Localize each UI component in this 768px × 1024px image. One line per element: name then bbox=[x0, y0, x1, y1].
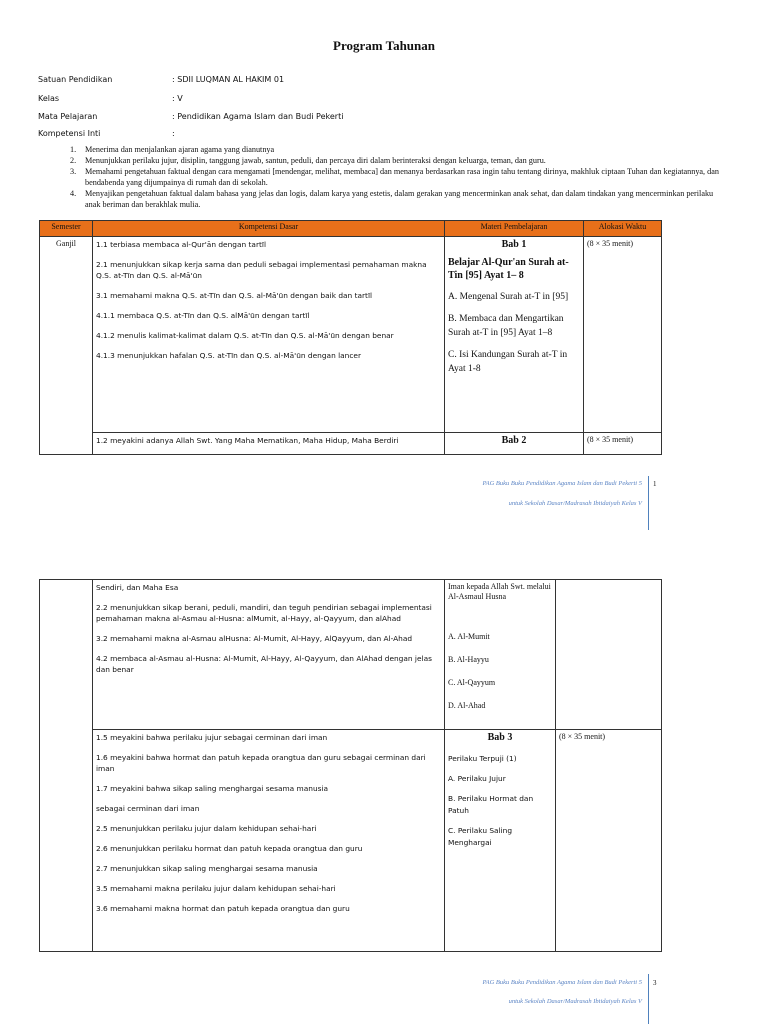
table-row bbox=[40, 730, 662, 952]
program-table-page2 bbox=[39, 579, 662, 952]
kd-item: 2.7 menunjukkan sikap saling menghargai sesama manusia bbox=[96, 864, 318, 873]
kd-item: 1.5 meyakini bahwa perilaku jujur sebagai cerminan dari iman bbox=[96, 733, 328, 742]
materi-item: B. Membaca dan Mengartikan Surah at-T in [95] Ayat 1–8 bbox=[448, 314, 564, 338]
materi-item: C. Perilaku Saling Menghargai bbox=[448, 826, 513, 847]
header-semester: Semester bbox=[40, 221, 93, 237]
kd-item: 4.1.3 menunjukkan hafalan Q.S. at-Tīn dan Q.S. al-Mā'ūn dengan lancer bbox=[96, 351, 362, 360]
meta-label: Kompetensi Inti bbox=[38, 129, 101, 138]
materi-item: B. Al-Hayyu bbox=[448, 655, 489, 664]
kd-item: 4.1.1 membaca Q.S. at-Tīn dan Q.S. alMā'ūn dengan tartīl bbox=[96, 311, 310, 320]
materi-item: B. Perilaku Hormat dan Patuh bbox=[448, 794, 534, 815]
alokasi-cell bbox=[556, 580, 662, 730]
meta-value: : V bbox=[172, 94, 183, 103]
list-item: 1. Menerima dan menjalankan ajaran agama yang dianutnya bbox=[70, 145, 275, 154]
kd-item: sebagai cerminan dari iman bbox=[96, 804, 200, 813]
meta-value: : bbox=[172, 129, 175, 138]
meta-value: : SDII LUQMAN AL HAKIM 01 bbox=[172, 75, 285, 84]
alokasi-cell: (8 × 35 menit) bbox=[556, 730, 662, 952]
kd-item: 3.5 memahami makna perilaku jujur dalam kehidupan sehai-hari bbox=[96, 884, 336, 893]
footer-divider bbox=[648, 476, 649, 530]
alokasi-cell: (8 × 35 menit) bbox=[584, 433, 662, 455]
kd-cell bbox=[93, 730, 445, 952]
footer-line-1: PAG Buku Buku Pendidikan Agama Islam dan Budi Pekerti 5 bbox=[482, 480, 642, 487]
program-table-page1 bbox=[39, 220, 662, 455]
materi-cell bbox=[445, 237, 584, 433]
kd-item: 1.6 meyakini bahwa hormat dan patuh kepada orangtua dan guru sebagai cerminan dari iman bbox=[96, 753, 426, 773]
materi-cell bbox=[445, 433, 584, 455]
kd-item: 3.6 memahami makna hormat dan patuh kepada orangtua dan guru bbox=[96, 904, 350, 913]
semester-cell: Ganjil bbox=[40, 237, 93, 455]
semester-cell bbox=[40, 580, 93, 952]
table-row bbox=[40, 433, 662, 455]
materi-item: A. Al-Mumit bbox=[448, 632, 490, 641]
kd-cell bbox=[93, 580, 445, 730]
materi-item: A. Mengenal Surah at-T in [95] bbox=[448, 292, 569, 302]
kd-item: 1.7 meyakini bahwa sikap saling menghargai sesama manusia bbox=[96, 784, 329, 793]
header-materi: Materi Pembelajaran bbox=[445, 221, 584, 237]
alokasi-cell: (8 × 35 menit) bbox=[584, 237, 662, 433]
footer-line-2: untuk Sekolah Dasar/Madrasah Ibtidaiyah Kelas V bbox=[508, 500, 642, 507]
bab-label: Bab 3 bbox=[487, 732, 513, 743]
footer-divider bbox=[648, 974, 649, 1024]
header-kd: Kompetensi Dasar bbox=[93, 221, 445, 237]
footer-line-1: PAG Buku Buku Pendidikan Agama Islam dan Budi Pekerti 5 bbox=[482, 979, 642, 986]
page-title: Program Tahunan bbox=[333, 38, 435, 53]
table-row bbox=[40, 580, 662, 730]
materi-cell bbox=[445, 730, 556, 952]
page-number: 1 bbox=[653, 480, 657, 488]
materi-item: C. Al-Qayyum bbox=[448, 678, 496, 687]
bab-label: Bab 1 bbox=[501, 239, 527, 250]
kd-cell bbox=[93, 237, 445, 433]
materi-item: A. Perilaku Jujur bbox=[448, 774, 506, 783]
kd-item: 2.1 menunjukkan sikap kerja sama dan peduli sebagai implementasi pemahaman makna Q.S. at-Tīn dan Q.S. al-Mā'ūn bbox=[96, 260, 427, 280]
footer-line-2: untuk Sekolah Dasar/Madrasah Ibtidaiyah Kelas V bbox=[508, 998, 642, 1005]
kd-item: 2.5 menunjukkan perilaku jujur dalam kehidupan sehai-hari bbox=[96, 824, 317, 833]
page-number: 3 bbox=[653, 979, 657, 987]
kd-item: 3.2 memahami makna al-Asmau alHusna: Al-Mumit, Al-Hayy, AlQayyum, dan Al-Ahad bbox=[96, 634, 413, 643]
list-item: 4. Menyajikan pengetahuan faktual dalam bahasa yang jelas dan logis, dalam karya yang estetis, dalam gerakan yang mencerminkan anak sehat, dan dalam tindakan yang mencerminkan perilaku anak beriman dan berakhlak mulia. bbox=[70, 189, 714, 209]
kd-cell: 1.2 meyakini adanya Allah Swt. Yang Maha Mematikan, Maha Hidup, Maha Berdiri bbox=[93, 433, 445, 455]
materi-title: Perilaku Terpuji (1) bbox=[448, 754, 517, 763]
kd-item: 4.2 membaca al-Asmau al-Husna: Al-Mumit, Al-Hayy, Al-Qayyum, dan AlAhad dengan jelas dan benar bbox=[96, 654, 432, 674]
kd-item: 1.1 terbiasa membaca al-Qur'ān dengan tartīl bbox=[96, 240, 266, 249]
bab-label: Bab 2 bbox=[501, 435, 527, 446]
kompetensi-inti-list bbox=[70, 144, 730, 210]
kd-item: 3.1 memahami makna Q.S. at-Tīn dan Q.S. al-Mā'ūn dengan baik dan tartīl bbox=[96, 291, 373, 300]
table-header-row bbox=[40, 221, 662, 237]
meta-value: : Pendidikan Agama Islam dan Budi Pekerti bbox=[172, 112, 344, 121]
kd-item: 4.1.2 menulis kalimat-kalimat dalam Q.S. at-Tīn dan Q.S. al-Mā'ūn dengan benar bbox=[96, 331, 394, 340]
kd-item: 2.6 menunjukkan perilaku hormat dan patuh kepada orangtua dan guru bbox=[96, 844, 363, 853]
kd-item: Sendiri, dan Maha Esa bbox=[96, 583, 179, 592]
materi-title: Iman kepada Allah Swt. melalui Al-Asmaul Husna bbox=[448, 582, 551, 601]
table-row bbox=[40, 237, 662, 433]
list-item: 2. Menunjukkan perilaku jujur, disiplin, tanggung jawab, santun, peduli, dan percaya diri dalam berinteraksi dengan keluarga, teman, dan guru. bbox=[70, 156, 546, 165]
materi-item: C. Isi Kandungan Surah at-T in Ayat 1-8 bbox=[448, 350, 568, 374]
meta-label: Mata Pelajaran bbox=[38, 112, 98, 121]
kd-item: 2.2 menunjukkan sikap berani, peduli, mandiri, dan teguh pendirian sebagai implementasi pemahaman makna al-Asmau al-Husna: alMumit, al-Hayy, al-Qayyum, dan alAhad bbox=[96, 603, 432, 623]
materi-item: D. Al-Ahad bbox=[448, 701, 486, 710]
materi-cell bbox=[445, 580, 556, 730]
meta-label: Satuan Pendidikan bbox=[38, 75, 113, 84]
meta-label: Kelas bbox=[38, 94, 60, 103]
materi-title: Belajar Al-Qur'an Surah at-Tin [95] Ayat 1– 8 bbox=[448, 257, 569, 281]
list-item: 3. Memahami pengetahuan faktual dengan cara mengamati [mendengar, melihat, membaca] dan menanya berdasarkan rasa ingin tahu tentang dirinya, makhluk ciptaan Tuhan dan kegiatannya, dan bendabenda yang dijumpainya di rumah dan di sekolah. bbox=[70, 167, 719, 187]
header-alokasi: Alokasi Waktu bbox=[584, 221, 662, 237]
